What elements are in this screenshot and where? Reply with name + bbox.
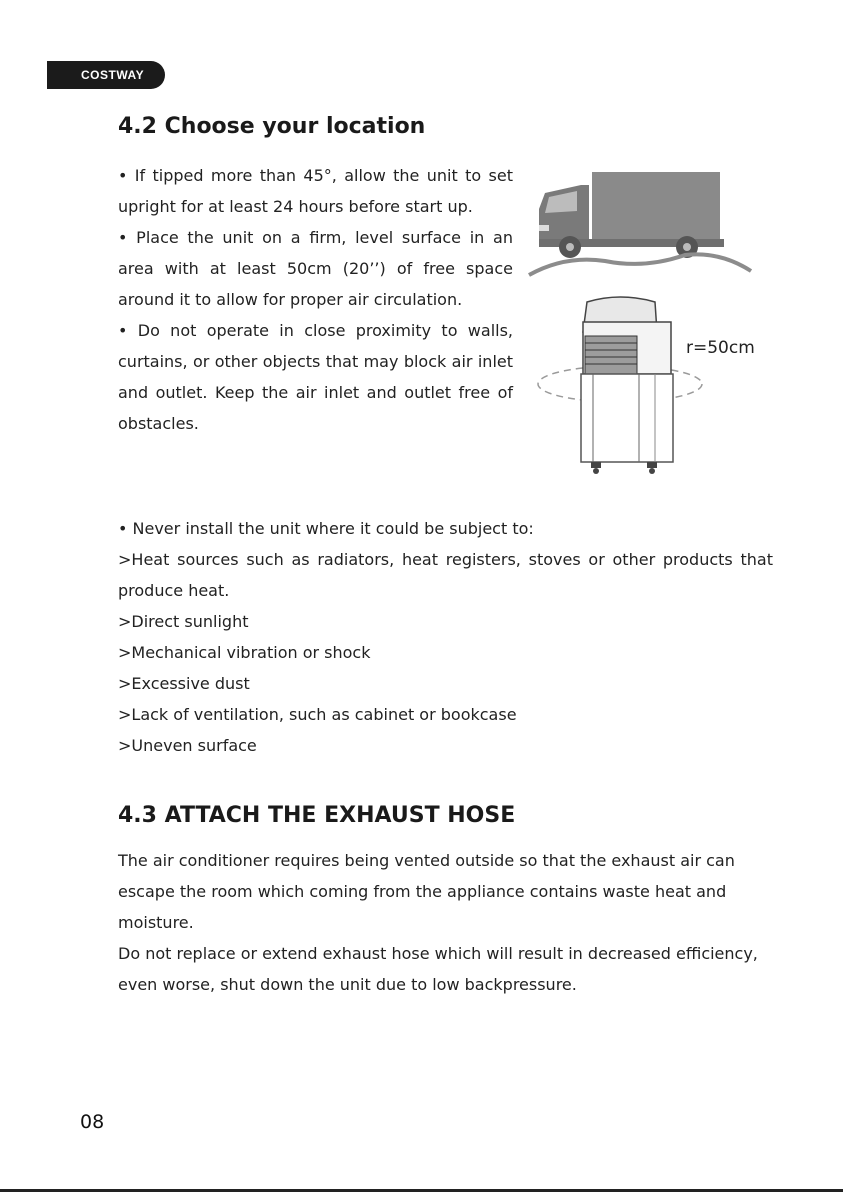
air-conditioner-clearance-illustration — [535, 292, 710, 482]
bullet-tipped: • If tipped more than 45°, allow the unit to set upright for at least 24 hours before start up. — [118, 166, 513, 216]
list-item-direct-sunlight: >Direct sunlight — [118, 612, 249, 631]
never-install-list — [118, 513, 773, 761]
bullet-firm-surface: • Place the unit on a firm, level surface in an area with at least 50cm (20’’) of free space around it to allow for proper air circulation. — [118, 228, 513, 309]
section-heading-exhaust-hose: 4.3 ATTACH THE EXHAUST HOSE — [118, 803, 516, 828]
brand-logo — [47, 61, 165, 89]
list-item-vibration: >Mechanical vibration or shock — [118, 643, 371, 662]
location-bullets — [118, 160, 513, 439]
page-number: 08 — [80, 1111, 105, 1133]
bullet-proximity: • Do not operate in close proximity to walls, curtains, or other objects that may block air inlet and outlet. Keep the air inlet and outlet free of obstacles. — [118, 321, 513, 433]
truck-transport-illustration — [525, 165, 755, 277]
list-item-uneven-surface: >Uneven surface — [118, 736, 257, 755]
exhaust-paragraph-warning: Do not replace or extend exhaust hose which will result in decreased efficiency, even worse, shut down the unit due to low backpressure. — [118, 944, 758, 994]
list-item-heat-sources: >Heat sources such as radiators, heat registers, stoves or other products that produce heat. — [118, 550, 773, 600]
exhaust-paragraph-venting: The air conditioner requires being vented outside so that the exhaust air can escape the room which coming from the appliance contains waste heat and moisture. — [118, 851, 735, 932]
exhaust-hose-text — [118, 845, 773, 1000]
clearance-radius-label: r=50cm — [686, 338, 755, 358]
never-install-intro: • Never install the unit where it could be subject to: — [118, 519, 534, 538]
section-heading-choose-location: 4.2 Choose your location — [118, 114, 426, 139]
brand-logo-text: COSTWAY — [81, 68, 145, 82]
list-item-dust: >Excessive dust — [118, 674, 250, 693]
list-item-ventilation: >Lack of ventilation, such as cabinet or bookcase — [118, 705, 517, 724]
